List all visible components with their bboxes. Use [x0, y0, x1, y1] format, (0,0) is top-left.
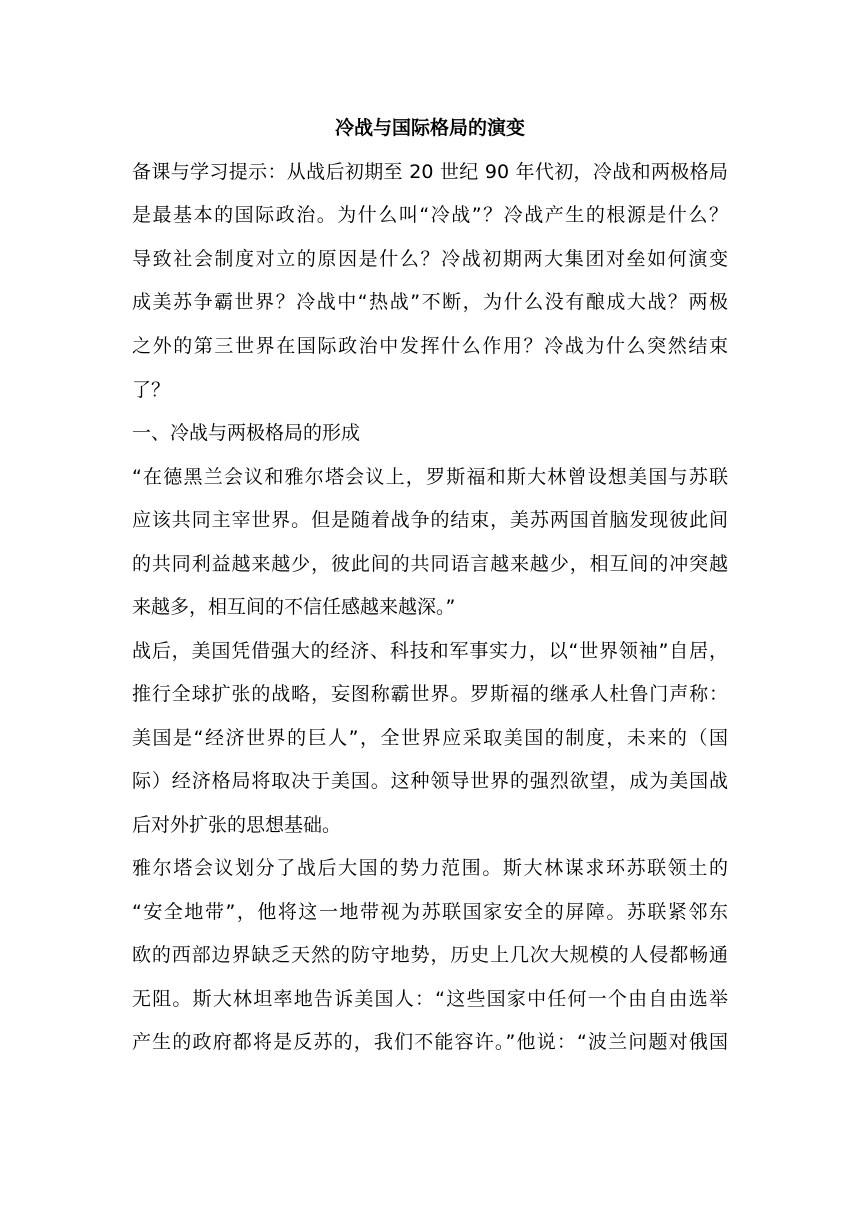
- text-line: 之外的第三世界在国际政治中发挥什么作用？冷战为什么突然结束: [132, 335, 728, 357]
- text-line: 美国是“经济世界的巨人”，全世界应采取美国的制度，未来的（国: [132, 727, 728, 749]
- text-line: “安全地带”，他将这一地带视为苏联国家安全的屏障。苏联紧邻东: [132, 901, 728, 923]
- text-line: 来越多，相互间的不信任感越来越深。”: [132, 596, 456, 618]
- text-line: 欧的西部边界缺乏天然的防守地势，历史上几次大规模的人侵都畅通: [132, 944, 728, 966]
- text-line: 导致社会制度对立的原因是什么？冷战初期两大集团对垒如何演变: [132, 248, 728, 270]
- text-line: 成美苏争霸世界？冷战中“热战”不断，为什么没有酿成大战？两极: [132, 291, 728, 313]
- text-line: 了？: [132, 379, 171, 401]
- section-heading: 一、冷战与两极格局的形成: [132, 422, 361, 444]
- text-line: 战后，美国凭借强大的经济、科技和军事实力，以“世界领袖”自居，: [132, 640, 728, 662]
- text-line: 无阻。斯大林坦率地告诉美国人：“这些国家中任何一个由自由选举: [132, 988, 728, 1010]
- text-line: 际）经济格局将取决于美国。这种领导世界的强烈欲望，成为美国战: [132, 770, 728, 792]
- text-line: 推行全球扩张的战略，妄图称霸世界。罗斯福的继承人杜鲁门声称：: [132, 683, 728, 705]
- text-line: 备课与学习提示：从战后初期至 20 世纪 90 年代初，冷战和两极格局: [132, 161, 728, 183]
- text-line: 产生的政府都将是反苏的，我们不能容许。”他说：“波兰问题对俄国: [132, 1031, 728, 1053]
- text-line: 的共同利益越来越少，彼此间的共同语言越来越少，相互间的冲突越: [132, 553, 728, 575]
- document-title: 冷战与国际格局的演变: [334, 117, 525, 139]
- text-line: “在德黑兰会议和雅尔塔会议上，罗斯福和斯大林曾设想美国与苏联: [132, 466, 728, 488]
- text-line: 是最基本的国际政治。为什么叫“冷战”？冷战产生的根源是什么？: [132, 204, 728, 226]
- text-line: 应该共同主宰世界。但是随着战争的结束，美苏两国首脑发现彼此间: [132, 509, 728, 531]
- text-line: 后对外扩张的思想基础。: [132, 814, 342, 836]
- text-line: 雅尔塔会议划分了战后大国的势力范围。斯大林谋求环苏联领土的: [132, 857, 728, 879]
